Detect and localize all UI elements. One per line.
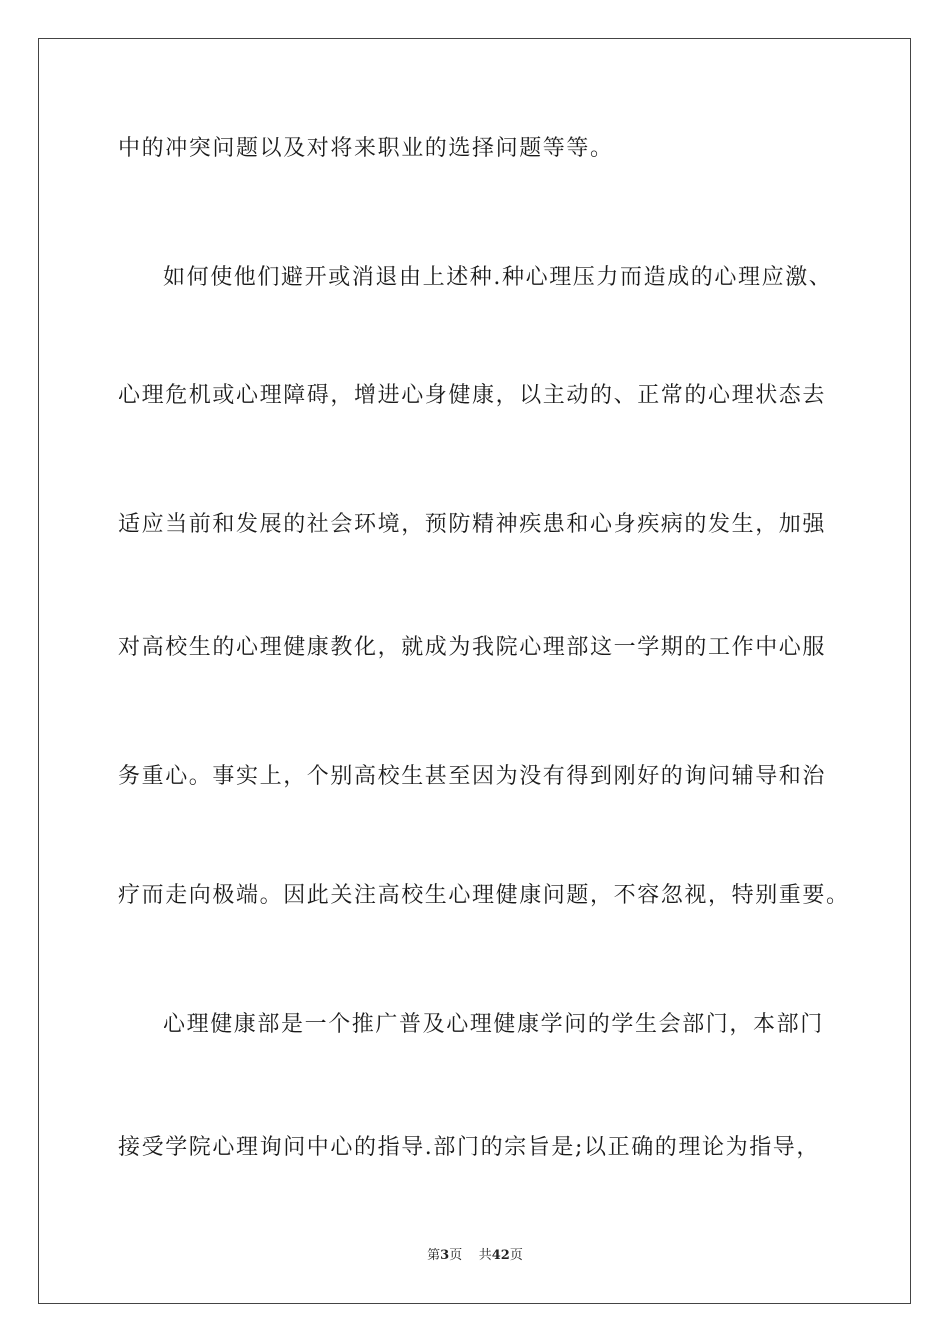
page-border [38,38,911,1304]
page-prefix: 第 [427,1248,441,1263]
text-line-7: 疗而走向极端。因此关注高校生心理健康问题，不容忽视，特别重要。 [118,883,850,908]
text-line-3: 心理危机或心理障碍，增进心身健康，以主动的、正常的心理状态去 [118,383,827,408]
text-line-8: 心理健康部是一个推广普及心理健康学问的学生会部门，本部门 [163,1012,824,1037]
text-line-9: 接受学院心理询问中心的指导.部门的宗旨是;以正确的理论为指导， [118,1135,821,1160]
page-suffix: 页 [449,1248,463,1263]
text-line-6: 务重心。事实上，个别高校生甚至因为没有得到刚好的询问辅导和治 [118,764,827,789]
text-line-4: 适应当前和发展的社会环境，预防精神疾患和心身疾病的发生，加强 [118,512,827,537]
text-line-2: 如何使他们避开或消退由上述种.种心理压力而造成的心理应激、 [163,265,833,290]
text-line-1: 中的冲突问题以及对将来职业的选择问题等等。 [118,136,614,161]
total-pages: 42 [491,1248,510,1263]
total-prefix: 共 [478,1248,492,1263]
page-footer [0,1248,950,1264]
text-line-5: 对高校生的心理健康教化，就成为我院心理部这一学期的工作中心服 [118,635,827,660]
total-suffix: 页 [509,1248,523,1263]
page-number: 3 [440,1248,450,1263]
